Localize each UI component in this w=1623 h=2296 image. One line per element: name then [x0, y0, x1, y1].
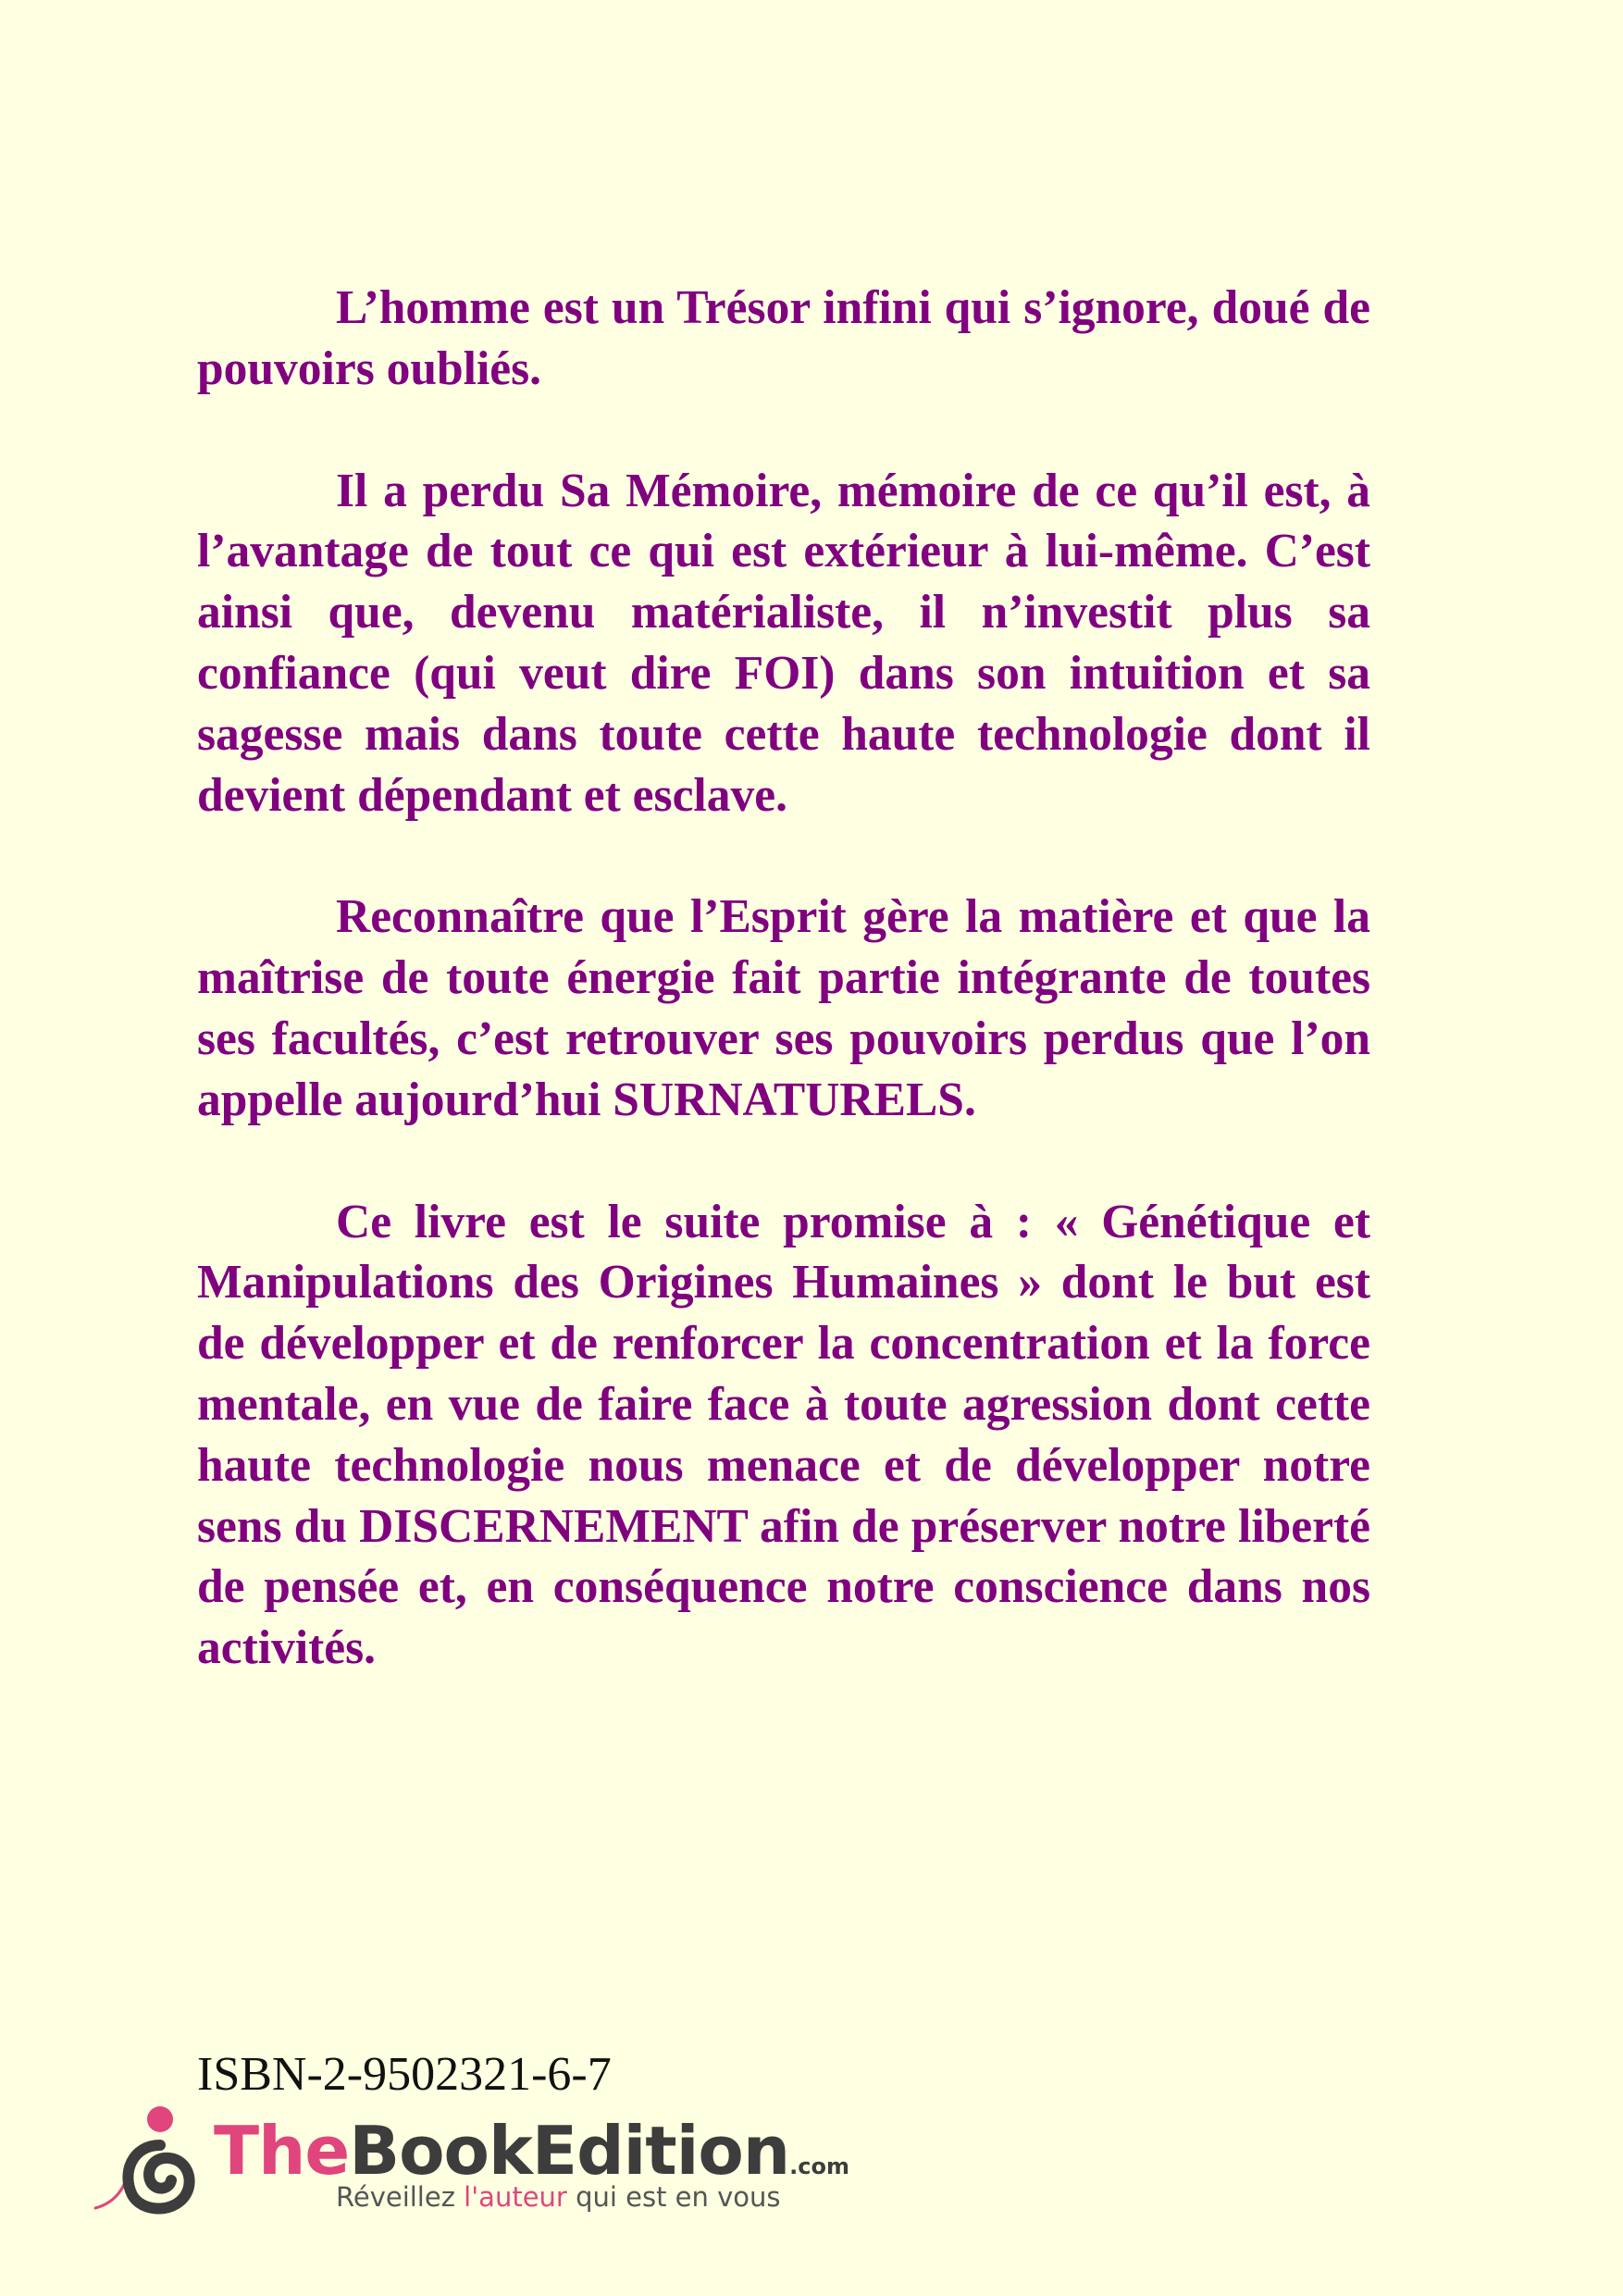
wordmark-com: .com [789, 2153, 849, 2179]
tagline-start: Réveillez [336, 2181, 465, 2213]
person-swirl-icon [88, 2099, 208, 2238]
publisher-wordmark [214, 2112, 849, 2190]
paragraph-2: Il a perdu Sa Mémoire, mémoire de ce qu’il est, à l’avantage de tout ce qui est extérieur à lui-même. C’est ainsi que, devenu matérialiste, il n’investit plus sa confiance (qui veut dire FOI) dans son intuition et sa sagesse mais dans toute cette haute technologie dont il devient dépendant et esclave. [197, 464, 1370, 822]
publisher-logo [88, 2099, 849, 2247]
paragraph-1: L’homme est un Trésor infini qui s’ignore, doué de pouvoirs oubliés. [197, 281, 1370, 395]
paragraph-4: Ce livre est le suite promise à : « Génétique et Manipulations des Origines Humaines » dont le but est de développer et de renforcer la concentration et la force mentale, en vue de faire face à toute agression dont cette haute technologie nous menace et de développer notre sens du DISCERNEMENT afin de préserver notre liberté de pensée et, en conséquence notre conscience dans nos activités. [197, 1195, 1370, 1675]
tagline-end: qui est en vous [566, 2181, 781, 2213]
tagline-highlight: l'auteur [464, 2181, 567, 2213]
paragraph-3: Reconnaître que l’Esprit gère la matière et que la maîtrise de toute énergie fait partie intégrante de toutes ses facultés, c’est retrouver ses pouvoirs perdus que l’on appelle aujourd’hui SURNATURELS. [197, 890, 1370, 1126]
publisher-tagline [336, 2181, 781, 2213]
back-cover-text [197, 278, 1370, 1679]
wordmark-edition: Edition [531, 2112, 790, 2190]
wordmark-book: Book [349, 2112, 532, 2190]
wordmark-the: The [214, 2112, 350, 2190]
isbn-number: ISBN-2-9502321-6-7 [197, 2048, 612, 2101]
